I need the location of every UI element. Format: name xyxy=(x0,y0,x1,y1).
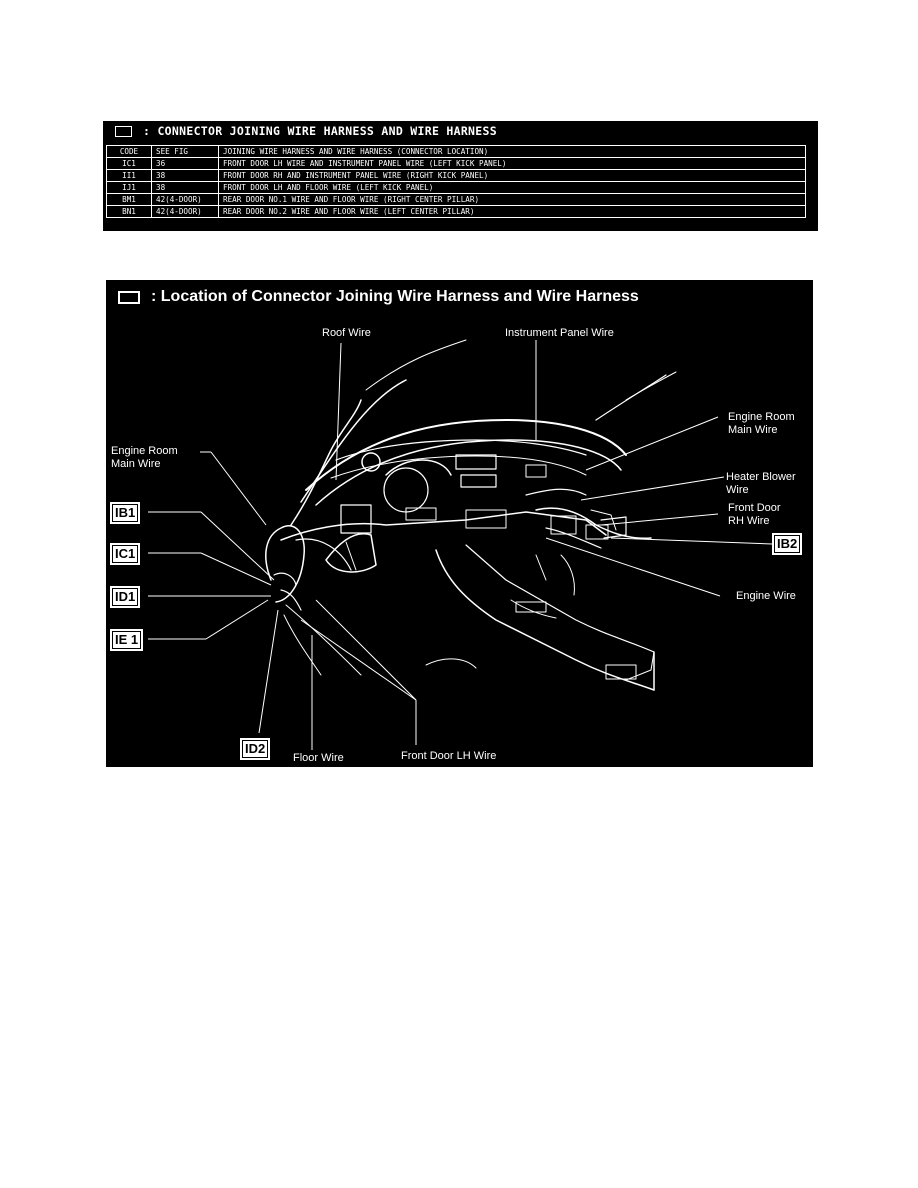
table-row xyxy=(107,182,806,194)
row-code: BM1 xyxy=(107,194,152,206)
header-code: CODE xyxy=(107,146,152,158)
label-instrument-panel-wire: Instrument Panel Wire xyxy=(505,327,614,339)
code-id1: ID1 xyxy=(110,586,140,608)
row-fig: 36 xyxy=(152,158,219,170)
diagram-title: : Location of Connector Joining Wire Harness and Wire Harness xyxy=(151,288,639,305)
code-ic1: IC1 xyxy=(110,543,140,565)
header-see-fig: SEE FIG xyxy=(152,146,219,158)
row-fig: 38 xyxy=(152,182,219,194)
row-code: IJ1 xyxy=(107,182,152,194)
code-ib1: IB1 xyxy=(110,502,140,524)
label-front-door-rh-wire: Front Door RH Wire xyxy=(728,502,781,527)
code-ib2: IB2 xyxy=(772,533,802,555)
connector-table xyxy=(106,145,806,218)
row-fig: 38 xyxy=(152,170,219,182)
row-description: FRONT DOOR RH AND INSTRUMENT PANEL WIRE (RIGHT KICK PANEL) xyxy=(219,170,806,182)
row-description: FRONT DOOR LH WIRE AND INSTRUMENT PANEL WIRE (LEFT KICK PANEL) xyxy=(219,158,806,170)
table-title: : CONNECTOR JOINING WIRE HARNESS AND WIRE HARNESS xyxy=(143,124,497,138)
table-row xyxy=(107,194,806,206)
connector-symbol-box xyxy=(115,126,132,137)
table-row xyxy=(107,206,806,218)
label-engine-room-main-wire-left: Engine Room Main Wire xyxy=(111,445,178,470)
row-code: IC1 xyxy=(107,158,152,170)
row-description: REAR DOOR NO.2 WIRE AND FLOOR WIRE (LEFT CENTER PILLAR) xyxy=(219,206,806,218)
header-description: JOINING WIRE HARNESS AND WIRE HARNESS (CONNECTOR LOCATION) xyxy=(219,146,806,158)
label-engine-wire: Engine Wire xyxy=(736,590,796,602)
row-code: II1 xyxy=(107,170,152,182)
label-heater-blower-wire: Heater Blower Wire xyxy=(726,471,796,496)
dashboard-illustration xyxy=(106,280,813,767)
code-ie1: IE 1 xyxy=(110,629,143,651)
row-description: FRONT DOOR LH AND FLOOR WIRE (LEFT KICK PANEL) xyxy=(219,182,806,194)
row-code: BN1 xyxy=(107,206,152,218)
row-fig: 42(4-DOOR) xyxy=(152,206,219,218)
row-fig: 42(4-DOOR) xyxy=(152,194,219,206)
row-description: REAR DOOR NO.1 WIRE AND FLOOR WIRE (RIGHT CENTER PILLAR) xyxy=(219,194,806,206)
connector-table-panel xyxy=(103,121,818,231)
label-engine-room-main-wire-right: Engine Room Main Wire xyxy=(728,411,795,436)
label-roof-wire: Roof Wire xyxy=(322,327,371,339)
code-id2: ID2 xyxy=(240,738,270,760)
label-front-door-lh-wire: Front Door LH Wire xyxy=(401,750,497,762)
label-floor-wire: Floor Wire xyxy=(293,752,344,764)
table-row xyxy=(107,158,806,170)
table-header-row xyxy=(107,146,806,158)
connector-location-diagram xyxy=(106,280,813,767)
table-row xyxy=(107,170,806,182)
